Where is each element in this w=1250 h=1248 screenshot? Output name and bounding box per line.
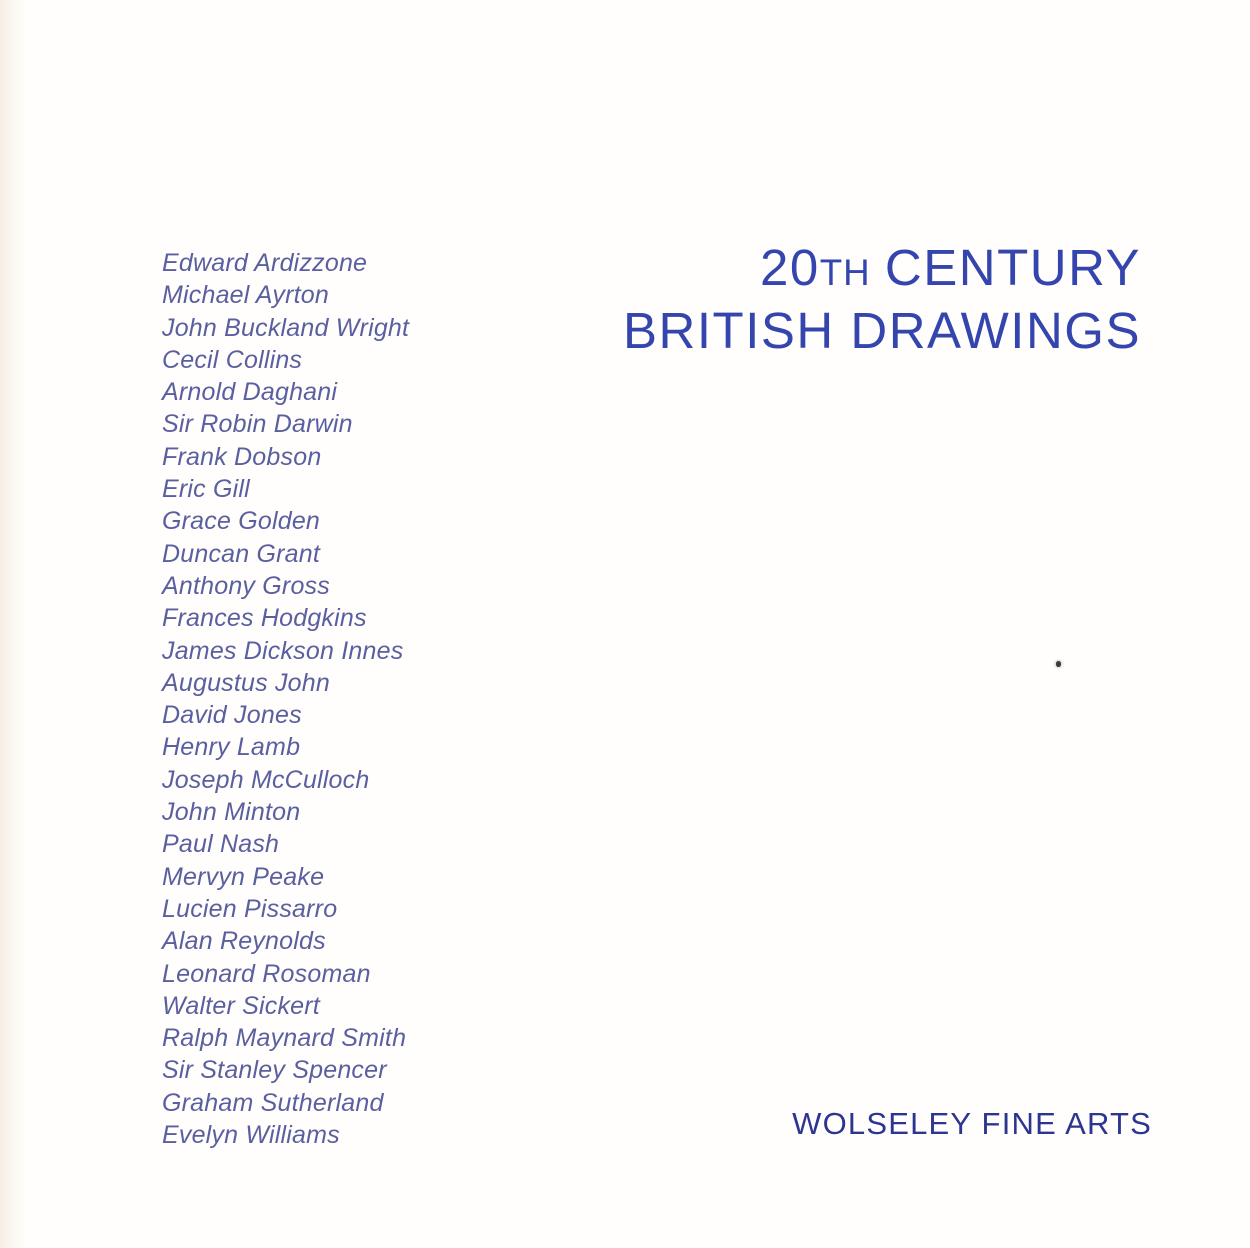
artist-name: Sir Robin Darwin [162,410,353,439]
title-number: 20 [759,239,820,296]
artist-name: Alan Reynolds [162,927,326,956]
artist-name: Evelyn Williams [162,1121,340,1150]
artist-name: James Dickson Innes [162,636,404,665]
artist-name: Leonard Rosoman [162,959,371,988]
title-ordinal: TH [819,252,871,293]
publisher-name: WOLSELEY FINE ARTS [792,1106,1152,1141]
artist-name: Walter Sickert [162,991,320,1020]
artist-name: Anthony Gross [162,571,330,600]
artist-name: Augustus John [162,668,330,697]
artist-name: John Buckland Wright [162,313,410,342]
artist-name: Graham Sutherland [162,1088,384,1117]
scan-speck [1056,661,1061,667]
title-line-1 [623,239,1141,302]
artist-name: Sir Stanley Spencer [162,1056,387,1085]
artist-name: Frances Hodgkins [162,604,367,633]
title-rest: CENTURY [884,239,1141,296]
artist-name: Grace Golden [162,507,321,536]
artist-name: Joseph McCulloch [162,765,370,794]
artist-name: David Jones [162,701,302,730]
artist-name: John Minton [162,798,301,827]
artist-name: Frank Dobson [162,442,322,471]
artist-name: Michael Ayrton [162,281,329,310]
page-title [623,239,1141,360]
artist-name: Lucien Pissarro [162,894,338,923]
artist-name: Henry Lamb [162,733,301,762]
title-line-2: BRITISH DRAWINGS [623,302,1141,359]
artist-name: Mervyn Peake [162,862,325,891]
artist-name: Arnold Daghani [162,378,338,407]
artist-name: Paul Nash [162,830,280,859]
page-edge-shadow [0,0,26,1248]
artist-name: Duncan Grant [162,539,321,568]
artist-name: Ralph Maynard Smith [162,1024,407,1053]
artist-name: Edward Ardizzone [162,249,368,277]
artist-name: Cecil Collins [162,345,303,374]
artist-name: Eric Gill [162,475,250,504]
artist-list [162,247,409,1151]
